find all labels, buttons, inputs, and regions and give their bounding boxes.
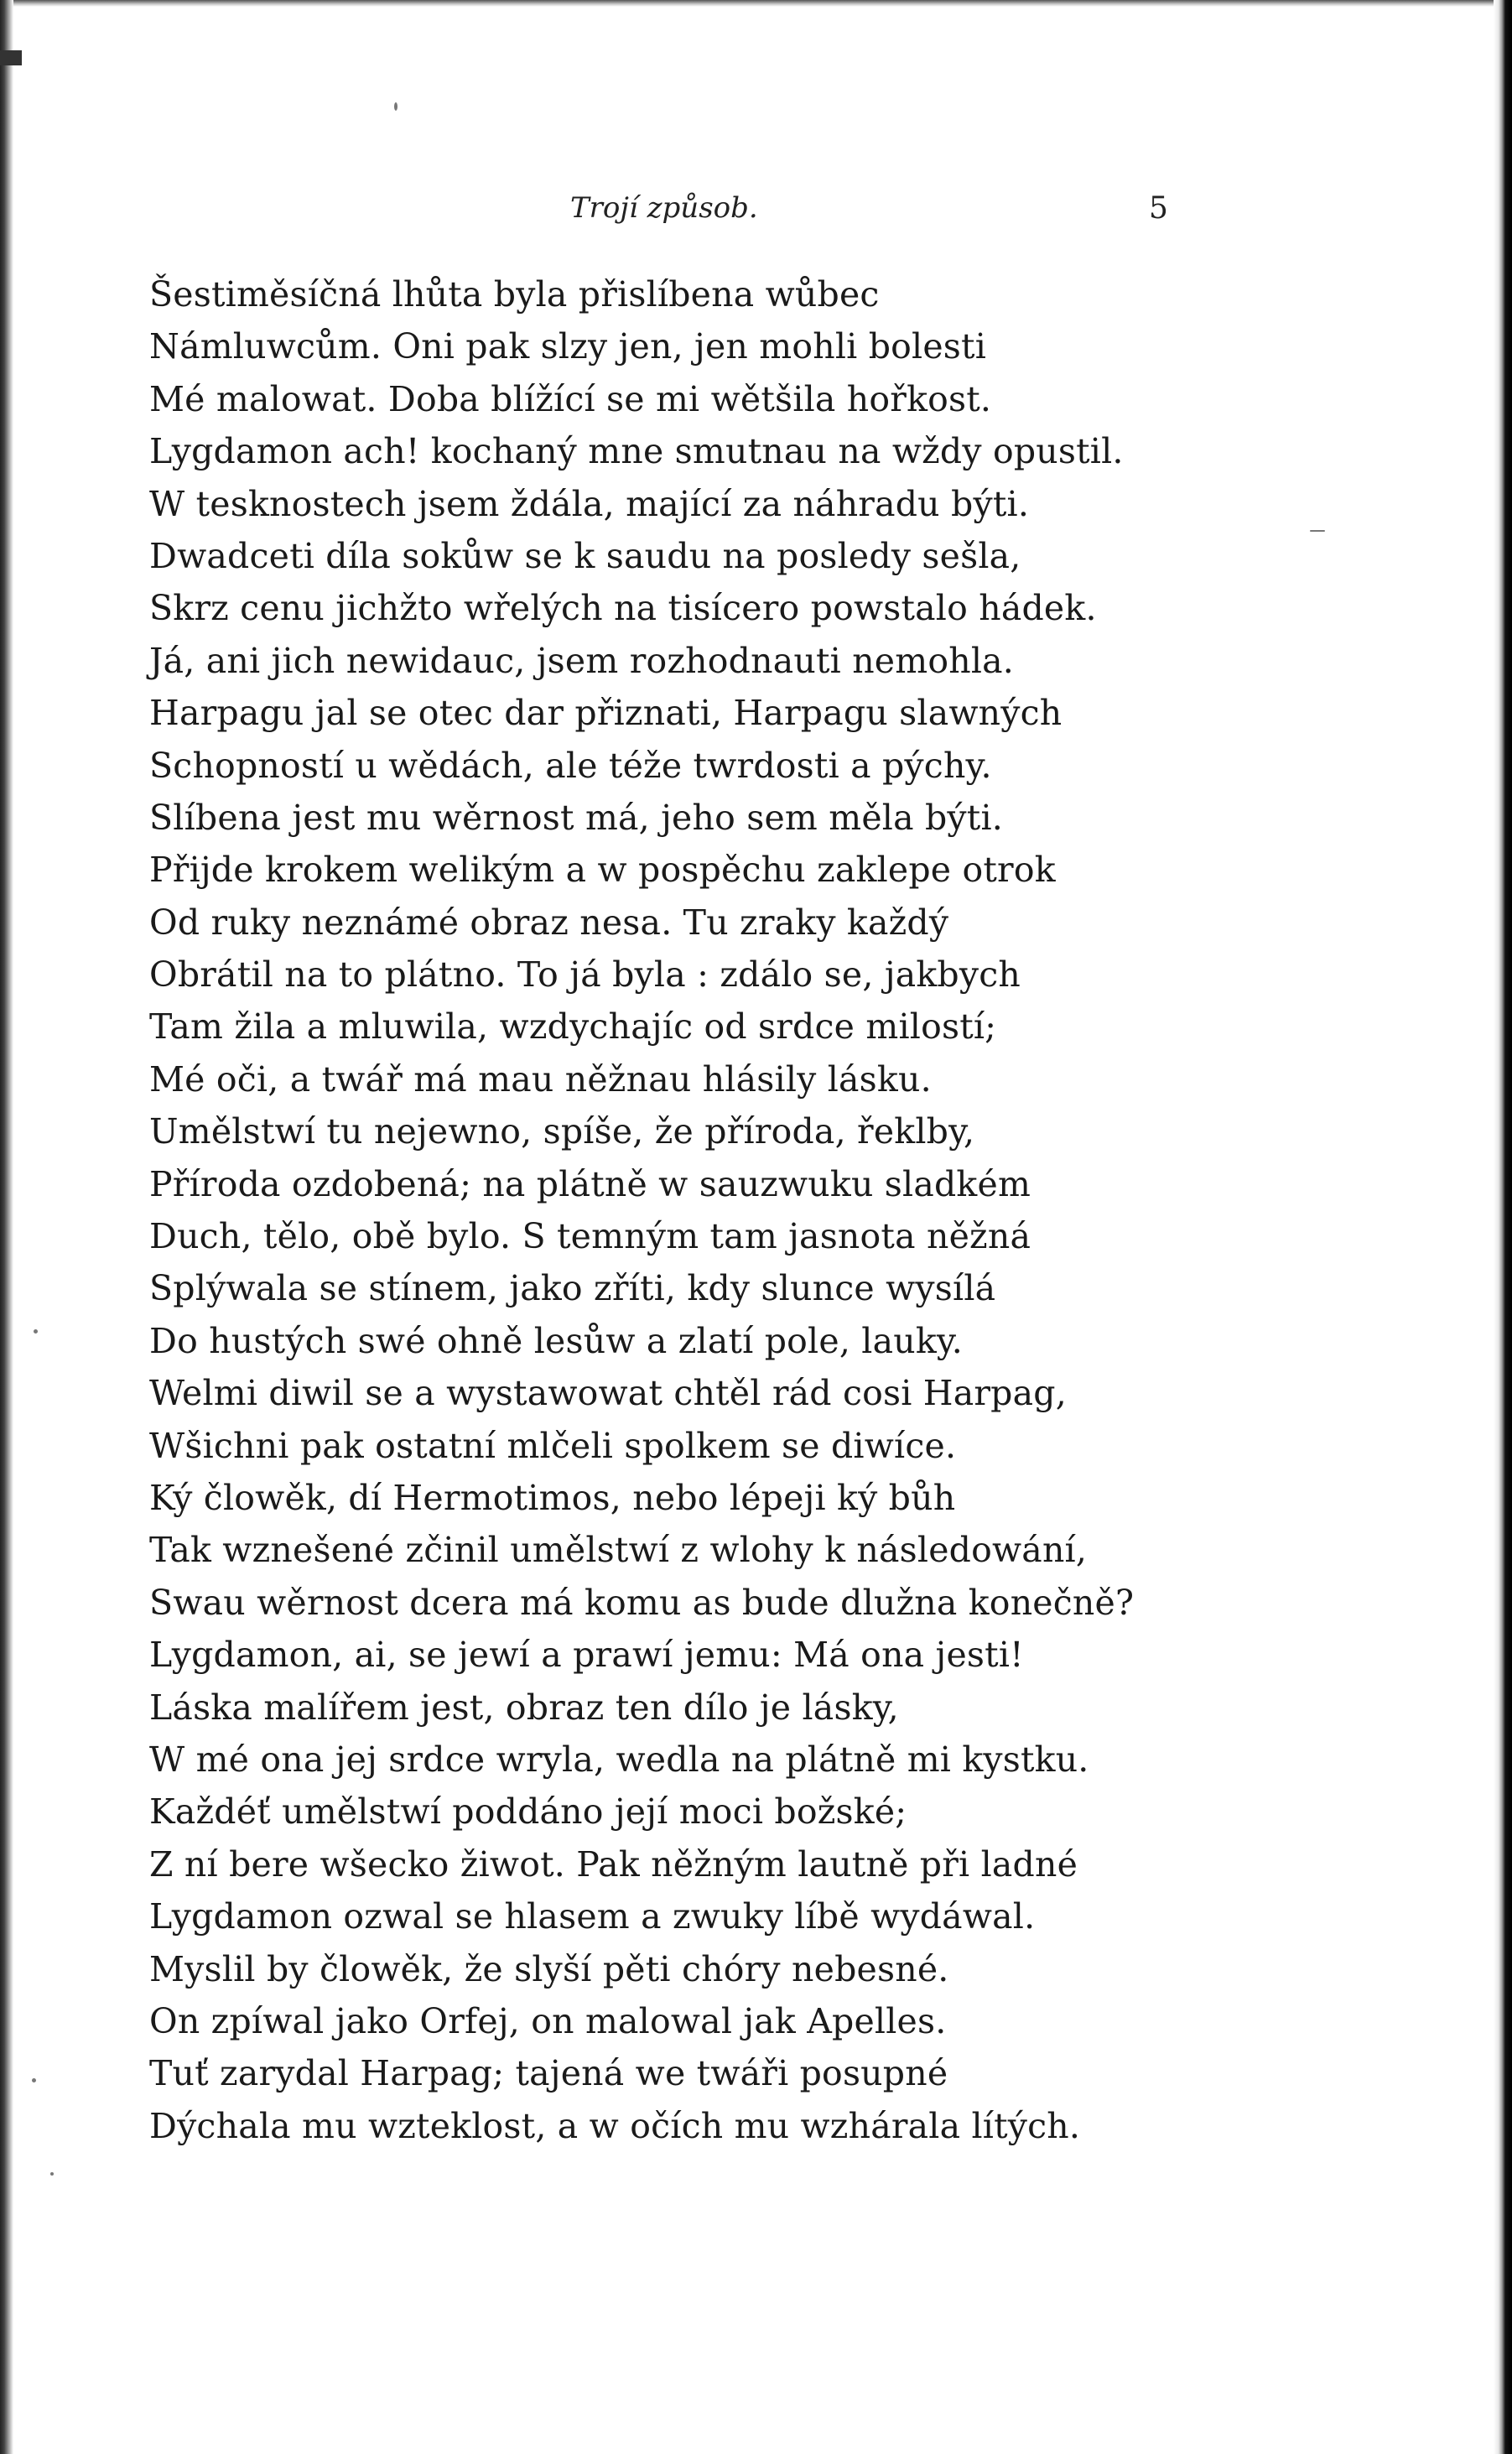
poem-line: Láska malířem jest, obraz ten dílo je lásky, xyxy=(149,1687,899,1728)
poem-line: Mé oči, a twář má mau něžnau hlásily lásku. xyxy=(149,1058,932,1100)
poem-line: Skrz cenu jichžto wřelých na tisícero powstalo hádek. xyxy=(149,588,1097,629)
poem-line: Každéť umělstwí poddáno její moci božské; xyxy=(149,1791,907,1833)
poem-line: W tesknostech jsem ždála, mající za náhradu býti. xyxy=(149,483,1030,524)
poem-line: Slíbena jest mu wěrnost má, jeho sem měla býti. xyxy=(149,797,1004,838)
poem-line: Duch, tělo, obě bylo. S temným tam jasnota něžná xyxy=(149,1216,1031,1257)
poem-line: Obrátil na to plátno. To já byla : zdálo se, jakbych xyxy=(149,954,1021,996)
poem-line: Z ní bere wšecko žiwot. Pak něžným lautně při ladné xyxy=(149,1843,1078,1885)
poem-line: Tam žila a mluwila, wzdychajíc od srdce milostí; xyxy=(149,1006,997,1048)
poem-line: Námluwcům. Oni pak slzy jen, jen mohli bolesti xyxy=(149,326,987,367)
page-number: 5 xyxy=(1149,191,1168,226)
scan-top-edge xyxy=(0,0,1512,7)
page-header xyxy=(0,191,1512,242)
poem-line: W mé ona jej srdce wryla, wedla na plátně mi kystku. xyxy=(149,1739,1089,1780)
scan-right-edge xyxy=(1494,0,1512,2454)
poem-line: Schopností u wědách, ale téže twrdosti a pýchy. xyxy=(149,745,992,786)
scan-speck xyxy=(394,102,397,111)
poem-line: Harpagu jal se otec dar přiznati, Harpagu slawných xyxy=(149,693,1063,734)
poem-line: Swau wěrnost dcera má komu as bude dlužna konečně? xyxy=(149,1582,1135,1623)
poem-line: Přijde krokem welikým a w pospěchu zaklepe otrok xyxy=(149,850,1056,891)
poem-line: Lygdamon ach! kochaný mne smutnau na wždy opustil. xyxy=(149,431,1124,472)
poem-line: Welmi diwil se a wystawowat chtěl rád cosi Harpag, xyxy=(149,1373,1067,1414)
poem-line: On zpíwal jako Orfej, on malowal jak Apelles. xyxy=(149,2000,947,2041)
poem-line: Ký člowěk, dí Hermotimos, nebo lépeji ký bůh xyxy=(149,1477,956,1518)
poem-line: Wšichni pak ostatní mlčeli spolkem se diwíce. xyxy=(149,1425,957,1466)
running-title: Trojí způsob. xyxy=(570,191,758,225)
poem-text xyxy=(149,268,1223,2152)
poem-line: Šestiměsíčná lhůta byla přislíbena wůbec xyxy=(149,274,880,315)
poem-line: Příroda ozdobená; na plátně w sauzwuku sladkém xyxy=(149,1163,1031,1204)
poem-line: Mé malowat. Doba blížící se mi wětšila hořkost. xyxy=(149,378,992,419)
scan-speck xyxy=(1310,530,1325,532)
poem-line: Umělstwí tu nejewno, spíše, že příroda, řeklby, xyxy=(149,1111,975,1152)
poem-line: Splýwala se stínem, jako zříti, kdy slunce wysílá xyxy=(149,1268,996,1309)
poem-line: Do hustých swé ohně lesůw a zlatí pole, lauky. xyxy=(149,1320,964,1361)
poem-line: Dwadceti díla sokůw se k saudu na posledy sešla, xyxy=(149,535,1021,576)
poem-line: Dýchala mu wzteklost, a w očích mu wzhárala lítých. xyxy=(149,2105,1081,2146)
scan-speck xyxy=(32,2078,36,2082)
poem-line: Tak wznešené zčinil umělstwí z wlohy k následowání, xyxy=(149,1530,1088,1571)
poem-line: Lygdamon ozwal se hlasem a zwuky líbě wydáwal. xyxy=(149,1896,1036,1937)
scan-left-mark xyxy=(0,50,22,65)
poem-line: Já, ani jich newidauc, jsem rozhodnauti nemohla. xyxy=(149,640,1015,681)
scan-left-edge xyxy=(0,0,13,2454)
poem-line: Myslil by člowěk, že slyší pěti chóry nebesné. xyxy=(149,1948,949,1989)
poem-line: Od ruky neznámé obraz nesa. Tu zraky každý xyxy=(149,902,949,943)
poem-line: Lygdamon, ai, se jewí a prawí jemu: Má ona jesti! xyxy=(149,1635,1024,1676)
poem-line: Tuť zarydal Harpag; tajená we twáři posupné xyxy=(149,2053,948,2094)
scan-speck xyxy=(50,2172,54,2176)
scan-speck xyxy=(34,1329,38,1334)
